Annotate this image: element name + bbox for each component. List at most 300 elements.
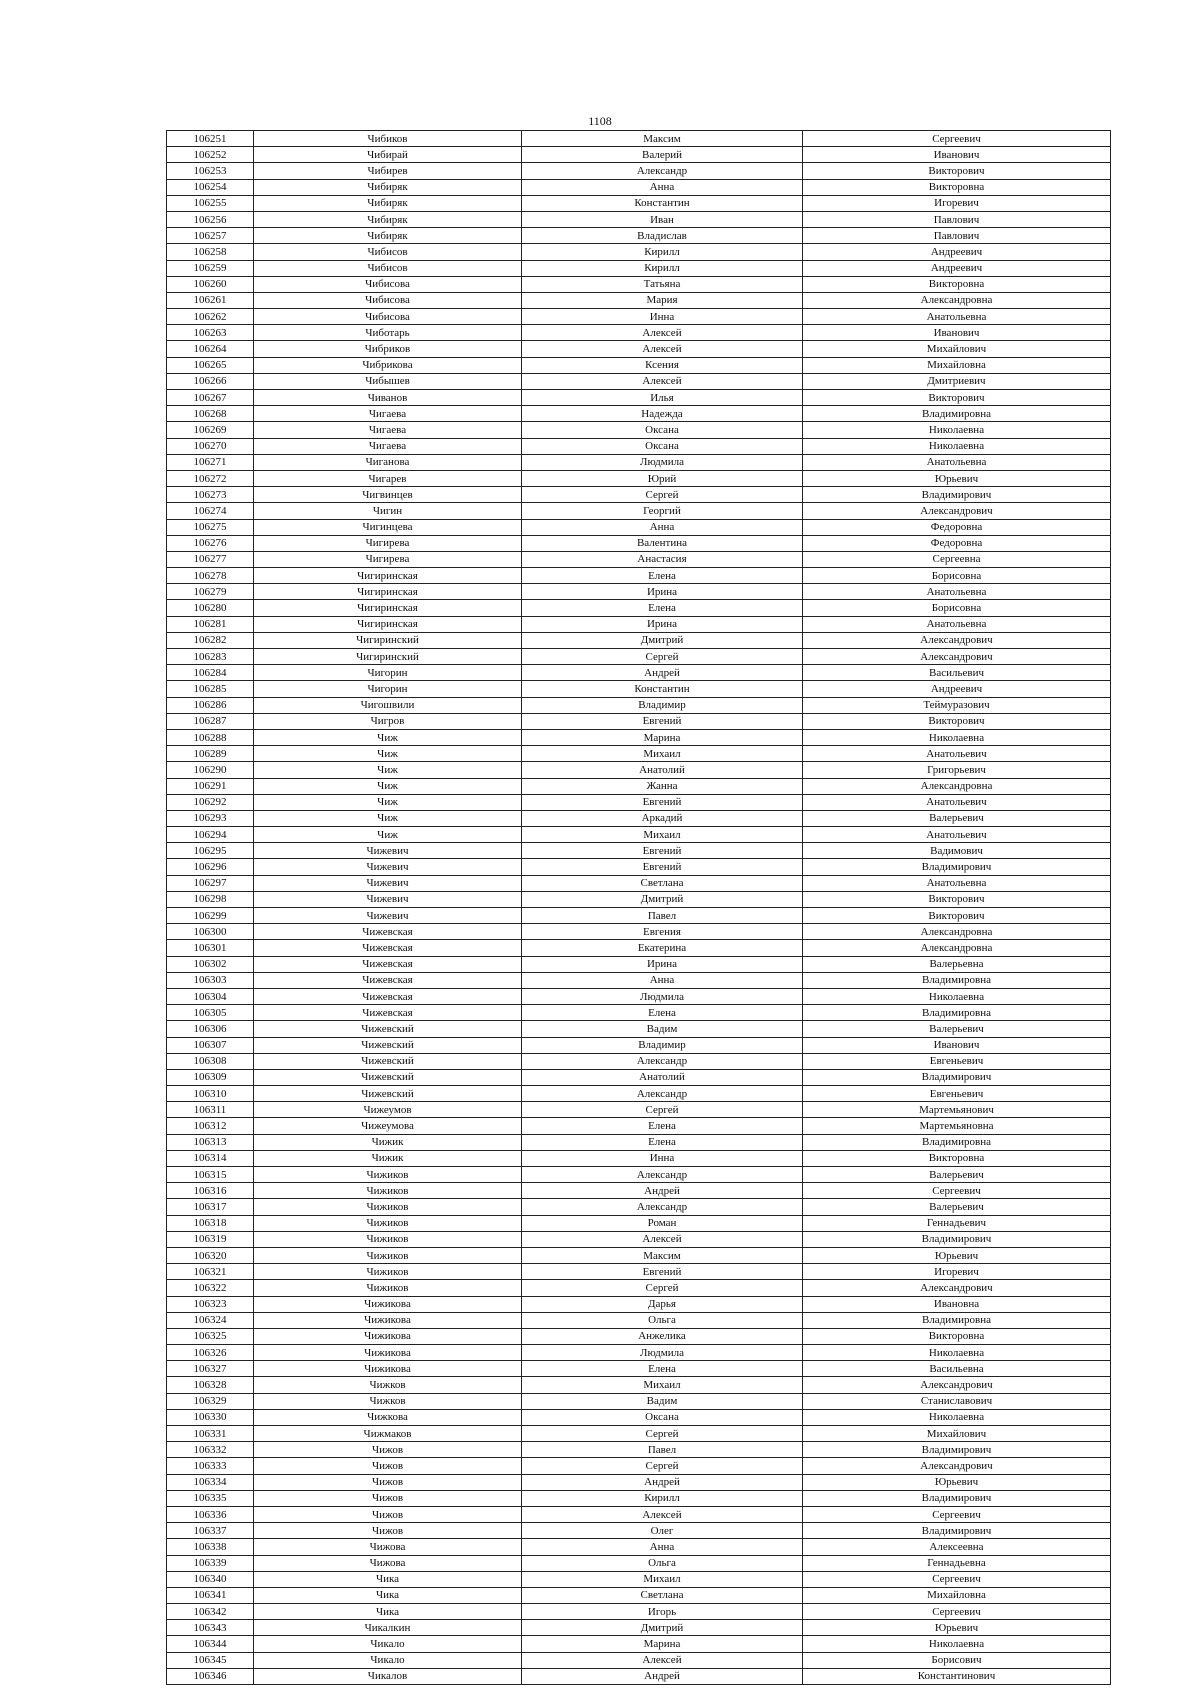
last-name-cell: Чиж xyxy=(254,810,522,826)
record-number-cell: 106262 xyxy=(167,309,254,325)
last-name-cell: Чигин xyxy=(254,503,522,519)
last-name-cell: Чижиков xyxy=(254,1199,522,1215)
first-name-cell: Евгений xyxy=(522,859,803,875)
record-number-cell: 106331 xyxy=(167,1426,254,1442)
patronymic-cell: Геннадьевич xyxy=(803,1215,1111,1231)
patronymic-cell: Андреевич xyxy=(803,260,1111,276)
patronymic-cell: Михайлович xyxy=(803,1426,1111,1442)
first-name-cell: Алексей xyxy=(522,325,803,341)
first-name-cell: Михаил xyxy=(522,1377,803,1393)
first-name-cell: Алексей xyxy=(522,1231,803,1247)
table-row xyxy=(167,1118,1111,1134)
last-name-cell: Чижов xyxy=(254,1458,522,1474)
first-name-cell: Андрей xyxy=(522,1183,803,1199)
patronymic-cell: Сергеевна xyxy=(803,551,1111,567)
first-name-cell: Анна xyxy=(522,972,803,988)
patronymic-cell: Игоревич xyxy=(803,1264,1111,1280)
record-number-cell: 106330 xyxy=(167,1409,254,1425)
first-name-cell: Александр xyxy=(522,1167,803,1183)
patronymic-cell: Станиславович xyxy=(803,1393,1111,1409)
record-number-cell: 106280 xyxy=(167,600,254,616)
table-row xyxy=(167,163,1111,179)
last-name-cell: Чижов xyxy=(254,1442,522,1458)
first-name-cell: Вадим xyxy=(522,1021,803,1037)
last-name-cell: Чиботарь xyxy=(254,325,522,341)
last-name-cell: Чижов xyxy=(254,1506,522,1522)
first-name-cell: Аркадий xyxy=(522,810,803,826)
last-name-cell: Чигаева xyxy=(254,422,522,438)
record-number-cell: 106278 xyxy=(167,568,254,584)
patronymic-cell: Николаевна xyxy=(803,1345,1111,1361)
first-name-cell: Ирина xyxy=(522,584,803,600)
record-number-cell: 106261 xyxy=(167,292,254,308)
last-name-cell: Чижикова xyxy=(254,1328,522,1344)
table-row xyxy=(167,1345,1111,1361)
patronymic-cell: Сергеевич xyxy=(803,1506,1111,1522)
first-name-cell: Дарья xyxy=(522,1296,803,1312)
table-row xyxy=(167,1247,1111,1263)
first-name-cell: Александр xyxy=(522,163,803,179)
table-row xyxy=(167,1555,1111,1571)
patronymic-cell: Анатольевна xyxy=(803,616,1111,632)
patronymic-cell: Викторовна xyxy=(803,179,1111,195)
record-number-cell: 106260 xyxy=(167,276,254,292)
record-number-cell: 106263 xyxy=(167,325,254,341)
patronymic-cell: Анатольевна xyxy=(803,584,1111,600)
record-number-cell: 106277 xyxy=(167,551,254,567)
last-name-cell: Чигиринский xyxy=(254,649,522,665)
record-number-cell: 106325 xyxy=(167,1328,254,1344)
table-row xyxy=(167,179,1111,195)
table-row xyxy=(167,1539,1111,1555)
record-number-cell: 106254 xyxy=(167,179,254,195)
record-number-cell: 106251 xyxy=(167,131,254,147)
last-name-cell: Чибисова xyxy=(254,292,522,308)
patronymic-cell: Александровна xyxy=(803,940,1111,956)
patronymic-cell: Павлович xyxy=(803,228,1111,244)
patronymic-cell: Михайловна xyxy=(803,1587,1111,1603)
patronymic-cell: Владимировна xyxy=(803,1134,1111,1150)
last-name-cell: Чижмаков xyxy=(254,1426,522,1442)
first-name-cell: Андрей xyxy=(522,1668,803,1684)
first-name-cell: Алексей xyxy=(522,1652,803,1668)
first-name-cell: Илья xyxy=(522,390,803,406)
record-number-cell: 106341 xyxy=(167,1587,254,1603)
patronymic-cell: Алексеевна xyxy=(803,1539,1111,1555)
record-number-cell: 106346 xyxy=(167,1668,254,1684)
patronymic-cell: Мартемьянович xyxy=(803,1102,1111,1118)
first-name-cell: Роман xyxy=(522,1215,803,1231)
first-name-cell: Михаил xyxy=(522,827,803,843)
record-number-cell: 106276 xyxy=(167,535,254,551)
first-name-cell: Валентина xyxy=(522,535,803,551)
last-name-cell: Чижевская xyxy=(254,972,522,988)
first-name-cell: Павел xyxy=(522,908,803,924)
record-number-cell: 106323 xyxy=(167,1296,254,1312)
patronymic-cell: Александрович xyxy=(803,1458,1111,1474)
table-row xyxy=(167,794,1111,810)
table-row xyxy=(167,1458,1111,1474)
last-name-cell: Чижевская xyxy=(254,988,522,1004)
patronymic-cell: Владимировна xyxy=(803,972,1111,988)
patronymic-cell: Геннадьевна xyxy=(803,1555,1111,1571)
table-row xyxy=(167,875,1111,891)
patronymic-cell: Викторовна xyxy=(803,276,1111,292)
table-row xyxy=(167,406,1111,422)
first-name-cell: Анатолий xyxy=(522,1069,803,1085)
last-name-cell: Чижов xyxy=(254,1474,522,1490)
table-row xyxy=(167,1199,1111,1215)
record-number-cell: 106333 xyxy=(167,1458,254,1474)
last-name-cell: Чибышев xyxy=(254,373,522,389)
last-name-cell: Чигиринский xyxy=(254,632,522,648)
record-number-cell: 106294 xyxy=(167,827,254,843)
patronymic-cell: Александрович xyxy=(803,1280,1111,1296)
record-number-cell: 106322 xyxy=(167,1280,254,1296)
table-row xyxy=(167,503,1111,519)
record-number-cell: 106317 xyxy=(167,1199,254,1215)
table-row xyxy=(167,681,1111,697)
patronymic-cell: Евгеньевич xyxy=(803,1053,1111,1069)
table-row xyxy=(167,762,1111,778)
table-row xyxy=(167,131,1111,147)
last-name-cell: Чижикова xyxy=(254,1345,522,1361)
patronymic-cell: Григорьевич xyxy=(803,762,1111,778)
last-name-cell: Чиганова xyxy=(254,454,522,470)
last-name-cell: Чибиряк xyxy=(254,195,522,211)
patronymic-cell: Владимировна xyxy=(803,1312,1111,1328)
last-name-cell: Чигорин xyxy=(254,681,522,697)
patronymic-cell: Михайлович xyxy=(803,341,1111,357)
record-number-cell: 106335 xyxy=(167,1490,254,1506)
first-name-cell: Александр xyxy=(522,1053,803,1069)
first-name-cell: Сергей xyxy=(522,1458,803,1474)
table-row xyxy=(167,325,1111,341)
table-row xyxy=(167,1264,1111,1280)
record-number-cell: 106329 xyxy=(167,1393,254,1409)
patronymic-cell: Викторович xyxy=(803,390,1111,406)
table-row xyxy=(167,276,1111,292)
first-name-cell: Людмила xyxy=(522,454,803,470)
table-row xyxy=(167,746,1111,762)
record-number-cell: 106324 xyxy=(167,1312,254,1328)
table-row xyxy=(167,1587,1111,1603)
record-number-cell: 106284 xyxy=(167,665,254,681)
first-name-cell: Сергей xyxy=(522,649,803,665)
last-name-cell: Чигиринская xyxy=(254,600,522,616)
last-name-cell: Чижикова xyxy=(254,1361,522,1377)
last-name-cell: Чижкова xyxy=(254,1409,522,1425)
first-name-cell: Ксения xyxy=(522,357,803,373)
record-number-cell: 106268 xyxy=(167,406,254,422)
last-name-cell: Чиж xyxy=(254,778,522,794)
patronymic-cell: Николаевна xyxy=(803,1636,1111,1652)
last-name-cell: Чибиков xyxy=(254,131,522,147)
table-row xyxy=(167,1102,1111,1118)
record-number-cell: 106314 xyxy=(167,1150,254,1166)
first-name-cell: Марина xyxy=(522,1636,803,1652)
patronymic-cell: Александрович xyxy=(803,632,1111,648)
last-name-cell: Чижик xyxy=(254,1134,522,1150)
record-number-cell: 106274 xyxy=(167,503,254,519)
record-number-cell: 106291 xyxy=(167,778,254,794)
patronymic-cell: Сергеевич xyxy=(803,1183,1111,1199)
last-name-cell: Чиж xyxy=(254,827,522,843)
table-row xyxy=(167,1086,1111,1102)
record-number-cell: 106289 xyxy=(167,746,254,762)
last-name-cell: Чика xyxy=(254,1604,522,1620)
table-row xyxy=(167,1021,1111,1037)
last-name-cell: Чижиков xyxy=(254,1167,522,1183)
record-number-cell: 106337 xyxy=(167,1523,254,1539)
last-name-cell: Чижиков xyxy=(254,1215,522,1231)
first-name-cell: Дмитрий xyxy=(522,632,803,648)
first-name-cell: Дмитрий xyxy=(522,1620,803,1636)
patronymic-cell: Викторович xyxy=(803,891,1111,907)
record-number-cell: 106311 xyxy=(167,1102,254,1118)
last-name-cell: Чигаева xyxy=(254,406,522,422)
patronymic-cell: Владимирович xyxy=(803,1523,1111,1539)
table-row xyxy=(167,843,1111,859)
first-name-cell: Кирилл xyxy=(522,260,803,276)
first-name-cell: Константин xyxy=(522,681,803,697)
patronymic-cell: Валерьевич xyxy=(803,1199,1111,1215)
record-number-cell: 106264 xyxy=(167,341,254,357)
record-number-cell: 106344 xyxy=(167,1636,254,1652)
last-name-cell: Чижевич xyxy=(254,859,522,875)
patronymic-cell: Викторович xyxy=(803,163,1111,179)
patronymic-cell: Анатольевич xyxy=(803,827,1111,843)
record-number-cell: 106342 xyxy=(167,1604,254,1620)
record-number-cell: 106259 xyxy=(167,260,254,276)
first-name-cell: Михаил xyxy=(522,1571,803,1587)
last-name-cell: Чижков xyxy=(254,1393,522,1409)
patronymic-cell: Викторович xyxy=(803,713,1111,729)
record-number-cell: 106286 xyxy=(167,697,254,713)
table-row xyxy=(167,665,1111,681)
page-number: 1108 xyxy=(588,114,612,128)
record-number-cell: 106303 xyxy=(167,972,254,988)
last-name-cell: Чижевский xyxy=(254,1037,522,1053)
record-number-cell: 106307 xyxy=(167,1037,254,1053)
table-row xyxy=(167,778,1111,794)
record-number-cell: 106305 xyxy=(167,1005,254,1021)
record-number-cell: 106326 xyxy=(167,1345,254,1361)
patronymic-cell: Владимирович xyxy=(803,1231,1111,1247)
last-name-cell: Чижевский xyxy=(254,1069,522,1085)
last-name-cell: Чибисова xyxy=(254,276,522,292)
first-name-cell: Ирина xyxy=(522,956,803,972)
table-row xyxy=(167,1506,1111,1522)
patronymic-cell: Дмитриевич xyxy=(803,373,1111,389)
patronymic-cell: Юрьевич xyxy=(803,1247,1111,1263)
last-name-cell: Чижевская xyxy=(254,940,522,956)
first-name-cell: Екатерина xyxy=(522,940,803,956)
table-row xyxy=(167,211,1111,227)
table-row xyxy=(167,454,1111,470)
table-row xyxy=(167,729,1111,745)
table-row xyxy=(167,1231,1111,1247)
first-name-cell: Ольга xyxy=(522,1555,803,1571)
table-row xyxy=(167,1523,1111,1539)
table-row xyxy=(167,810,1111,826)
patronymic-cell: Михайловна xyxy=(803,357,1111,373)
last-name-cell: Чигиринская xyxy=(254,584,522,600)
first-name-cell: Ирина xyxy=(522,616,803,632)
patronymic-cell: Николаевна xyxy=(803,438,1111,454)
first-name-cell: Андрей xyxy=(522,665,803,681)
first-name-cell: Кирилл xyxy=(522,244,803,260)
table-row xyxy=(167,584,1111,600)
last-name-cell: Чигиринская xyxy=(254,616,522,632)
first-name-cell: Анна xyxy=(522,179,803,195)
table-row xyxy=(167,309,1111,325)
last-name-cell: Чика xyxy=(254,1587,522,1603)
last-name-cell: Чижевская xyxy=(254,956,522,972)
last-name-cell: Чигошвили xyxy=(254,697,522,713)
first-name-cell: Алексей xyxy=(522,341,803,357)
table-row xyxy=(167,1474,1111,1490)
last-name-cell: Чижевский xyxy=(254,1086,522,1102)
last-name-cell: Чигорин xyxy=(254,665,522,681)
patronymic-cell: Константинович xyxy=(803,1668,1111,1684)
table-row xyxy=(167,908,1111,924)
table-row xyxy=(167,1328,1111,1344)
table-row xyxy=(167,341,1111,357)
first-name-cell: Сергей xyxy=(522,1280,803,1296)
table-row xyxy=(167,924,1111,940)
last-name-cell: Чижиков xyxy=(254,1247,522,1263)
table-row xyxy=(167,228,1111,244)
record-number-cell: 106279 xyxy=(167,584,254,600)
first-name-cell: Анжелика xyxy=(522,1328,803,1344)
last-name-cell: Чибриков xyxy=(254,341,522,357)
patronymic-cell: Анатольевич xyxy=(803,746,1111,762)
patronymic-cell: Ивановна xyxy=(803,1296,1111,1312)
table-row xyxy=(167,292,1111,308)
table-row xyxy=(167,260,1111,276)
patronymic-cell: Николаевна xyxy=(803,1409,1111,1425)
table-row xyxy=(167,1069,1111,1085)
table-row xyxy=(167,1652,1111,1668)
patronymic-cell: Викторовна xyxy=(803,1150,1111,1166)
last-name-cell: Чикалкин xyxy=(254,1620,522,1636)
patronymic-cell: Владимирович xyxy=(803,487,1111,503)
first-name-cell: Евгений xyxy=(522,1264,803,1280)
patronymic-cell: Евгеньевич xyxy=(803,1086,1111,1102)
table-row xyxy=(167,1037,1111,1053)
table-row xyxy=(167,1053,1111,1069)
first-name-cell: Инна xyxy=(522,1150,803,1166)
record-number-cell: 106253 xyxy=(167,163,254,179)
patronymic-cell: Анатольевна xyxy=(803,309,1111,325)
first-name-cell: Дмитрий xyxy=(522,891,803,907)
record-number-cell: 106255 xyxy=(167,195,254,211)
last-name-cell: Чибисов xyxy=(254,260,522,276)
patronymic-cell: Борисовна xyxy=(803,568,1111,584)
first-name-cell: Алексей xyxy=(522,373,803,389)
record-number-cell: 106285 xyxy=(167,681,254,697)
last-name-cell: Чигарев xyxy=(254,470,522,486)
last-name-cell: Чибиряк xyxy=(254,211,522,227)
record-number-cell: 106281 xyxy=(167,616,254,632)
table-row xyxy=(167,600,1111,616)
first-name-cell: Алексей xyxy=(522,1506,803,1522)
patronymic-cell: Андреевич xyxy=(803,244,1111,260)
patronymic-cell: Мартемьяновна xyxy=(803,1118,1111,1134)
table-row xyxy=(167,1312,1111,1328)
record-number-cell: 106295 xyxy=(167,843,254,859)
last-name-cell: Чижевская xyxy=(254,1005,522,1021)
record-number-cell: 106336 xyxy=(167,1506,254,1522)
first-name-cell: Константин xyxy=(522,195,803,211)
patronymic-cell: Андреевич xyxy=(803,681,1111,697)
record-number-cell: 106287 xyxy=(167,713,254,729)
registry-table xyxy=(166,130,1111,1685)
patronymic-cell: Николаевна xyxy=(803,988,1111,1004)
first-name-cell: Евгения xyxy=(522,924,803,940)
table-row xyxy=(167,390,1111,406)
table-row xyxy=(167,1150,1111,1166)
last-name-cell: Чижиков xyxy=(254,1280,522,1296)
first-name-cell: Ольга xyxy=(522,1312,803,1328)
last-name-cell: Чиж xyxy=(254,746,522,762)
table-row xyxy=(167,1393,1111,1409)
last-name-cell: Чижевич xyxy=(254,875,522,891)
record-number-cell: 106310 xyxy=(167,1086,254,1102)
patronymic-cell: Борисович xyxy=(803,1652,1111,1668)
first-name-cell: Георгий xyxy=(522,503,803,519)
record-number-cell: 106318 xyxy=(167,1215,254,1231)
patronymic-cell: Сергеевич xyxy=(803,1571,1111,1587)
record-number-cell: 106271 xyxy=(167,454,254,470)
patronymic-cell: Александрович xyxy=(803,503,1111,519)
last-name-cell: Чиж xyxy=(254,729,522,745)
first-name-cell: Владислав xyxy=(522,228,803,244)
table-row xyxy=(167,1604,1111,1620)
patronymic-cell: Теймуразович xyxy=(803,697,1111,713)
last-name-cell: Чигвинцев xyxy=(254,487,522,503)
record-number-cell: 106296 xyxy=(167,859,254,875)
first-name-cell: Максим xyxy=(522,1247,803,1263)
last-name-cell: Чижевич xyxy=(254,891,522,907)
patronymic-cell: Иванович xyxy=(803,1037,1111,1053)
first-name-cell: Сергей xyxy=(522,487,803,503)
first-name-cell: Кирилл xyxy=(522,1490,803,1506)
first-name-cell: Михаил xyxy=(522,746,803,762)
first-name-cell: Оксана xyxy=(522,438,803,454)
last-name-cell: Чижевский xyxy=(254,1021,522,1037)
table-row xyxy=(167,1442,1111,1458)
record-number-cell: 106257 xyxy=(167,228,254,244)
patronymic-cell: Анатольевич xyxy=(803,794,1111,810)
last-name-cell: Чикалов xyxy=(254,1668,522,1684)
patronymic-cell: Анатольевна xyxy=(803,875,1111,891)
last-name-cell: Чижков xyxy=(254,1377,522,1393)
patronymic-cell: Сергеевич xyxy=(803,131,1111,147)
patronymic-cell: Александровна xyxy=(803,292,1111,308)
table-row xyxy=(167,713,1111,729)
table-row xyxy=(167,1296,1111,1312)
first-name-cell: Владимир xyxy=(522,1037,803,1053)
record-number-cell: 106266 xyxy=(167,373,254,389)
record-number-cell: 106252 xyxy=(167,147,254,163)
patronymic-cell: Павлович xyxy=(803,211,1111,227)
record-number-cell: 106313 xyxy=(167,1134,254,1150)
last-name-cell: Чижова xyxy=(254,1539,522,1555)
last-name-cell: Чижов xyxy=(254,1490,522,1506)
record-number-cell: 106293 xyxy=(167,810,254,826)
